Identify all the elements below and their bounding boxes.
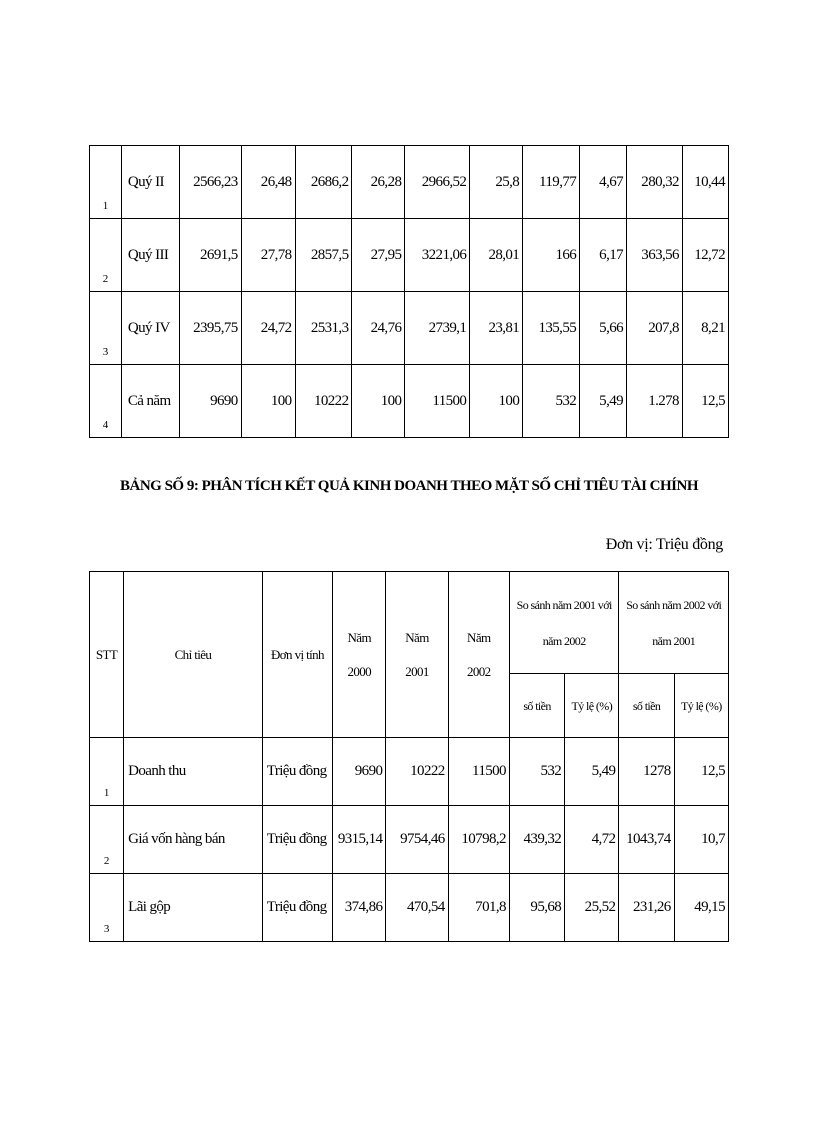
cell: 12,5 [682,365,728,438]
table-row [90,365,729,438]
cell: 2566,23 [179,146,241,219]
cell: 25,8 [470,146,523,219]
cell: 2686,2 [295,146,352,219]
cell: 26,48 [241,146,295,219]
cell: 11500 [405,365,470,438]
header-text: năm 2002 [542,633,586,648]
cell: 439,32 [509,806,564,874]
cell: 9690 [179,365,241,438]
cell: 10,7 [674,806,728,874]
cell: 23,81 [470,292,523,365]
row-label: Doanh thu [124,738,263,806]
cell: 119,77 [523,146,580,219]
header-year-2002 [448,572,509,738]
cell: 10,44 [682,146,728,219]
table-row [90,219,729,292]
cell: 49,15 [674,874,728,942]
unit-note: Đơn vị: Triệu đồng [605,536,723,553]
row-label: Quý III [121,219,179,292]
cell: 12,72 [682,219,728,292]
cell: 24,76 [352,292,405,365]
cell: 2739,1 [405,292,470,365]
cell: 470,54 [386,874,448,942]
header-ratio: Tỷ lệ (%) [565,674,619,738]
cell: 2691,5 [179,219,241,292]
table-row [90,146,729,219]
cell: 100 [470,365,523,438]
header-text: 2000 [347,663,372,679]
header-row [90,572,729,674]
header-compare-2002 [619,572,729,674]
header-amount: số tiền [509,674,564,738]
cell: 28,01 [470,219,523,292]
row-unit: Triệu đồng [262,738,332,806]
table-row [90,806,729,874]
cell: 10222 [295,365,352,438]
cell: 6,17 [580,219,627,292]
cell: 27,95 [352,219,405,292]
cell: 2966,52 [405,146,470,219]
cell: 3221,06 [405,219,470,292]
cell: 4,67 [580,146,627,219]
cell: 9315,14 [333,806,386,874]
cell: 10222 [386,738,448,806]
header-text: So sánh năm 2002 với [626,597,722,612]
cell: 231,26 [619,874,674,942]
table-row [90,874,729,942]
cell: 701,8 [448,874,509,942]
cell: 100 [352,365,405,438]
quarterly-table [89,145,729,438]
header-stt: STT [90,572,124,738]
cell: 363,56 [627,219,683,292]
cell: 26,28 [352,146,405,219]
table-row [90,292,729,365]
cell: 5,49 [565,738,619,806]
cell: 11500 [448,738,509,806]
cell: 5,49 [580,365,627,438]
cell: 10798,2 [448,806,509,874]
row-label: Quý II [121,146,179,219]
row-number: 4 [90,365,122,438]
cell: 5,66 [580,292,627,365]
header-unit: Đơn vị tính [262,572,332,738]
cell: 532 [523,365,580,438]
table-title: BẢNG SỐ 9: PHÂN TÍCH KẾT QUẢ KINH DOANH THEO MẶT SỐ CHỈ TIÊU TÀI CHÍNH [119,478,699,494]
row-label: Cả năm [121,365,179,438]
cell: 1278 [619,738,674,806]
row-number: 3 [90,874,124,942]
header-text: Năm [467,629,491,645]
row-unit: Triệu đồng [262,874,332,942]
cell: 9690 [333,738,386,806]
cell: 27,78 [241,219,295,292]
cell: 100 [241,365,295,438]
header-indicator: Chỉ tiêu [124,572,263,738]
header-text: năm 2001 [652,633,696,648]
header-text: So sánh năm 2001 với [516,597,612,612]
cell: 12,5 [674,738,728,806]
header-text: 2001 [405,663,429,679]
row-number: 1 [90,146,122,219]
header-ratio: Tỷ lệ (%) [674,674,728,738]
indicators-table [89,571,729,942]
table-row [90,738,729,806]
row-number: 2 [90,806,124,874]
header-text: Năm [347,629,371,645]
cell: 95,68 [509,874,564,942]
row-label: Giá vốn hàng bán [124,806,263,874]
row-number: 3 [90,292,122,365]
cell: 8,21 [682,292,728,365]
cell: 2531,3 [295,292,352,365]
row-label: Lãi gộp [124,874,263,942]
header-compare-2001 [509,572,619,674]
cell: 9754,46 [386,806,448,874]
cell: 135,55 [523,292,580,365]
header-year-2000 [333,572,386,738]
cell: 166 [523,219,580,292]
header-text: 2002 [466,663,491,679]
row-number: 2 [90,219,122,292]
cell: 1.278 [627,365,683,438]
cell: 2857,5 [295,219,352,292]
row-unit: Triệu đồng [262,806,332,874]
cell: 2395,75 [179,292,241,365]
cell: 1043,74 [619,806,674,874]
cell: 24,72 [241,292,295,365]
header-amount: số tiền [619,674,674,738]
cell: 4,72 [565,806,619,874]
cell: 25,52 [565,874,619,942]
cell: 280,32 [627,146,683,219]
cell: 207,8 [627,292,683,365]
cell: 532 [509,738,564,806]
row-number: 1 [90,738,124,806]
header-text: Năm [405,629,429,645]
cell: 374,86 [333,874,386,942]
row-label: Quý IV [121,292,179,365]
header-year-2001 [386,572,448,738]
